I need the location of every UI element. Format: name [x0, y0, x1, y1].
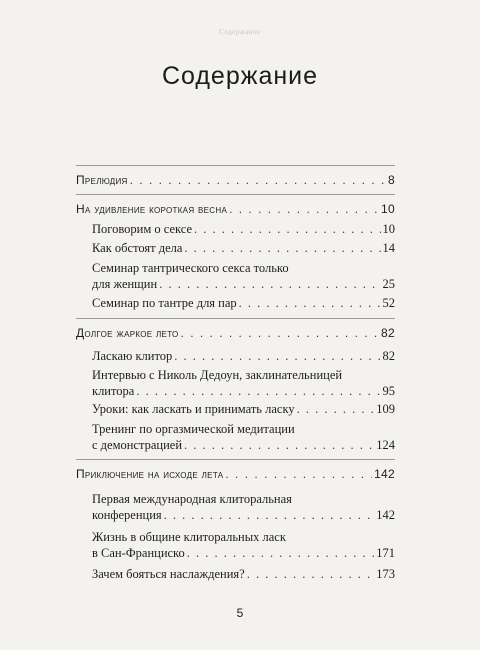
toc-section-title: Приключение на исходе лета [76, 467, 224, 481]
leader-dots [159, 277, 380, 292]
toc-entry-title-line1: Интервью с Николь Дедоун, заклинательницей [92, 368, 343, 382]
leader-dots [136, 384, 380, 399]
leader-dots [181, 326, 380, 340]
toc-page-number: 109 [376, 402, 395, 416]
toc-page-number: 124 [376, 438, 395, 452]
toc-entry[interactable] [92, 296, 395, 311]
toc-entry[interactable] [92, 277, 395, 292]
toc-entry[interactable] [92, 546, 395, 561]
leader-dots [297, 402, 375, 417]
toc-page-number: 25 [382, 277, 395, 291]
toc-entry-title: Ласкаю клитор [92, 349, 173, 363]
show-through-text [290, 74, 410, 84]
toc-entry-title: конференция [92, 508, 162, 522]
toc-section[interactable] [76, 173, 395, 187]
toc-entry[interactable] [92, 222, 395, 237]
toc-entry[interactable] [92, 508, 395, 523]
toc-entry[interactable] [92, 567, 395, 582]
running-head: Содержание [219, 28, 261, 36]
divider [76, 194, 395, 195]
toc-page-number: 173 [376, 567, 395, 581]
leader-dots [194, 222, 380, 237]
toc-entry[interactable] [92, 349, 395, 364]
folio-page-number: 5 [236, 606, 244, 620]
toc-entry-title: Уроки: как ласкать и принимать ласку [92, 402, 295, 416]
toc-entry-title-line1: Жизнь в общине клиторальных ласк [92, 530, 286, 544]
leader-dots [174, 349, 380, 364]
toc-entry-title-line1: Семинар тантрического секса только [92, 261, 289, 275]
toc-section-title: Прелюдия [76, 173, 128, 187]
leader-dots [184, 438, 374, 453]
leader-dots [247, 567, 375, 582]
toc-page-number: 171 [376, 546, 395, 560]
toc-page-number: 10 [382, 222, 395, 236]
toc-section[interactable] [76, 467, 395, 481]
leader-dots [164, 508, 375, 523]
divider [76, 459, 395, 460]
leader-dots [184, 241, 380, 256]
toc-entry[interactable] [92, 384, 395, 399]
toc-entry-title-line1: Первая международная клиторальная [92, 492, 292, 506]
toc-section-title: На удивление короткая весна [76, 202, 228, 216]
toc-page-number: 8 [388, 173, 395, 187]
toc-page-number: 142 [376, 508, 395, 522]
leader-dots [130, 173, 386, 187]
toc-section-title: Долгое жаркое лето [76, 326, 179, 340]
toc-entry-title: клитора [92, 384, 135, 398]
toc-page-number: 95 [382, 384, 395, 398]
leader-dots [187, 546, 375, 561]
divider [76, 318, 395, 319]
toc-entry[interactable] [92, 241, 395, 256]
page-title: Содержание [161, 62, 319, 90]
toc-page-number: 10 [381, 202, 395, 216]
toc-entry-title: для женщин [92, 277, 158, 291]
toc-section[interactable] [76, 326, 395, 340]
toc-entry-title: Семинар по тантре для пар [92, 296, 237, 310]
leader-dots [225, 467, 372, 481]
toc-entry-title: Зачем бояться наслаждения? [92, 567, 245, 581]
toc-entry-title: Как обстоят дела [92, 241, 183, 255]
toc-page-number: 142 [374, 467, 395, 481]
toc-section[interactable] [76, 202, 395, 216]
toc-entry-title-line1: Тренинг по оргазмической медитации [92, 422, 295, 436]
toc-entry-title: Поговорим о сексе [92, 222, 193, 236]
leader-dots [229, 202, 379, 216]
toc-entry-title: в Сан-Франциско [92, 546, 185, 560]
toc-page-number: 82 [382, 349, 395, 363]
leader-dots [239, 296, 381, 311]
toc-entry[interactable] [92, 438, 395, 453]
toc-page-number: 52 [382, 296, 395, 310]
toc-entry-title: с демонстрацией [92, 438, 183, 452]
divider [76, 165, 395, 166]
toc-page-number: 82 [381, 326, 395, 340]
toc-entry[interactable] [92, 402, 395, 417]
toc-page-number: 14 [382, 241, 395, 255]
